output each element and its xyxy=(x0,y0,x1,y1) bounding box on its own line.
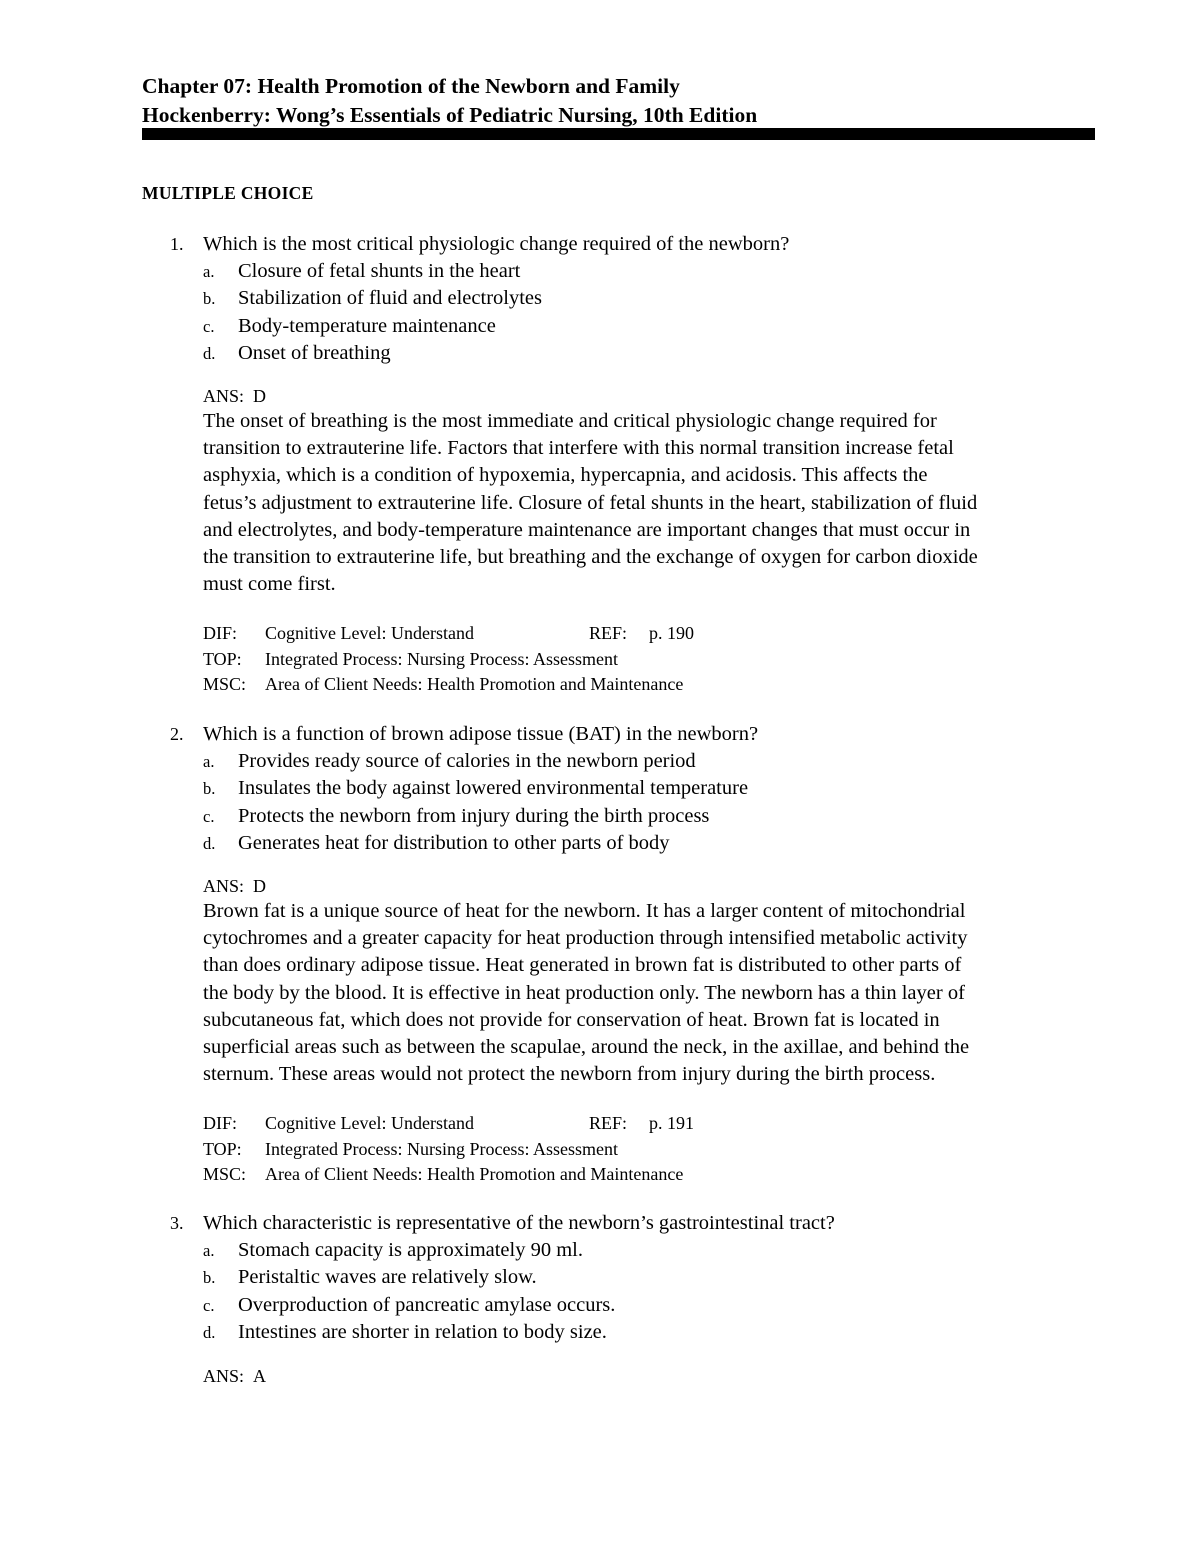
dif-value: Cognitive Level: Understand xyxy=(265,623,474,643)
rationale-line: must come first. xyxy=(203,573,336,596)
option-text: Body-temperature maintenance xyxy=(238,314,496,337)
option-text: Intestines are shorter in relation to body size. xyxy=(238,1320,607,1343)
book-title: Hockenberry: Wong’s Essentials of Pediatric Nursing, 10th Edition xyxy=(142,103,758,127)
rationale-line: transition to extrauterine life. Factors that interfere with this normal transition increase fetal xyxy=(203,437,954,460)
ref-value: p. 190 xyxy=(649,623,694,643)
top-label: TOP: xyxy=(203,1138,242,1159)
answer-value: D xyxy=(253,386,267,406)
question-number: 3. xyxy=(170,1213,184,1233)
option-text: Overproduction of pancreatic amylase occurs. xyxy=(238,1293,616,1316)
option-text: Stomach capacity is approximately 90 ml. xyxy=(238,1239,583,1261)
top-value: Integrated Process: Nursing Process: Assessment xyxy=(265,1138,618,1159)
option-text: Stabilization of fluid and electrolytes xyxy=(238,287,542,310)
question-stem: Which is the most critical physiologic change required of the newborn? xyxy=(203,233,790,255)
question-stem: Which is a function of brown adipose tissue (BAT) in the newborn? xyxy=(203,723,759,745)
option-text: Onset of breathing xyxy=(238,341,391,364)
option-letter: a. xyxy=(203,262,215,281)
answer-label: ANS: xyxy=(203,1366,245,1386)
rationale-line: fetus’s adjustment to extrauterine life. Closure of fetal shunts in the heart, stabilization of fluid xyxy=(203,491,978,514)
option-text: Provides ready source of calories in the newborn period xyxy=(238,750,696,772)
msc-label: MSC: xyxy=(203,1164,247,1184)
rationale-line: the body by the blood. It is effective in heat production only. The newborn has a thin layer of xyxy=(203,981,965,1004)
option-text: Peristaltic waves are relatively slow. xyxy=(238,1266,537,1289)
rationale-line: asphyxia, which is a condition of hypoxemia, hypercapnia, and acidosis. This affects the xyxy=(203,464,928,487)
option-letter: a. xyxy=(203,752,215,771)
answer-key xyxy=(203,1364,266,1388)
msc-value: Area of Client Needs: Health Promotion and Maintenance xyxy=(265,1164,684,1184)
option-letter: d. xyxy=(203,1322,216,1342)
dif-label: DIF: xyxy=(203,623,238,643)
msc-label: MSC: xyxy=(203,674,247,694)
option-text: Protects the newborn from injury during the birth process xyxy=(238,804,710,827)
ref-label: REF: xyxy=(589,1113,628,1133)
rationale-line: superficial areas such as between the scapulae, around the neck, in the axillae, and behind the xyxy=(203,1035,970,1058)
rationale-line: The onset of breathing is the most immediate and critical physiologic change required for xyxy=(203,410,937,432)
section-title: MULTIPLE CHOICE xyxy=(142,183,314,203)
option-letter: b. xyxy=(203,779,216,799)
rationale-line: sternum. These areas would not protect the newborn from injury during the birth process. xyxy=(203,1063,936,1086)
option-letter: d. xyxy=(203,343,216,363)
ref-label: REF: xyxy=(589,623,628,643)
answer-key xyxy=(203,384,266,408)
top-label: TOP: xyxy=(203,648,242,669)
msc-value: Area of Client Needs: Health Promotion and Maintenance xyxy=(265,674,684,694)
question-number: 1. xyxy=(170,234,184,254)
dif-label: DIF: xyxy=(203,1113,238,1133)
rationale-line: than does ordinary adipose tissue. Heat generated in brown fat is distributed to other parts of xyxy=(203,954,962,977)
answer-value: D xyxy=(253,876,267,896)
rationale-line: subcutaneous fat, which does not provide for conservation of heat. Brown fat is located in xyxy=(203,1008,940,1031)
option-letter: c. xyxy=(203,316,215,336)
question-stem: Which characteristic is representative of the newborn’s gastrointestinal tract? xyxy=(203,1212,835,1234)
option-letter: c. xyxy=(203,1295,215,1315)
answer-label: ANS: xyxy=(203,876,245,896)
rationale-line: Brown fat is a unique source of heat for the newborn. It has a larger content of mitochondrial xyxy=(203,900,966,922)
option-letter: a. xyxy=(203,1241,215,1260)
option-letter: d. xyxy=(203,833,216,853)
answer-key xyxy=(203,874,266,898)
top-value: Integrated Process: Nursing Process: Assessment xyxy=(265,648,618,669)
option-text: Closure of fetal shunts in the heart xyxy=(238,260,521,282)
document-header xyxy=(142,72,1102,130)
chapter-title: Chapter 07: Health Promotion of the Newborn and Family xyxy=(142,74,680,98)
option-text: Insulates the body against lowered environmental temperature xyxy=(238,777,749,800)
rationale-line: the transition to extrauterine life, but breathing and the exchange of oxygen for carbon dioxide xyxy=(203,545,978,568)
ref-value: p. 191 xyxy=(649,1113,694,1133)
dif-value: Cognitive Level: Understand xyxy=(265,1113,474,1133)
option-letter: b. xyxy=(203,1268,216,1288)
option-letter: c. xyxy=(203,806,215,826)
rationale-line: cytochromes and a greater capacity for heat production through intensified metabolic activity xyxy=(203,927,968,950)
rationale-line: and electrolytes, and body-temperature maintenance are important changes that must occur in xyxy=(203,518,971,541)
option-text: Generates heat for distribution to other parts of body xyxy=(238,831,670,854)
answer-value: A xyxy=(253,1366,267,1386)
rationale xyxy=(203,408,1103,598)
rationale xyxy=(203,898,1103,1088)
option-letter: b. xyxy=(203,289,216,309)
answer-label: ANS: xyxy=(203,386,245,406)
question-number: 2. xyxy=(170,724,184,744)
header-divider xyxy=(142,128,1095,140)
